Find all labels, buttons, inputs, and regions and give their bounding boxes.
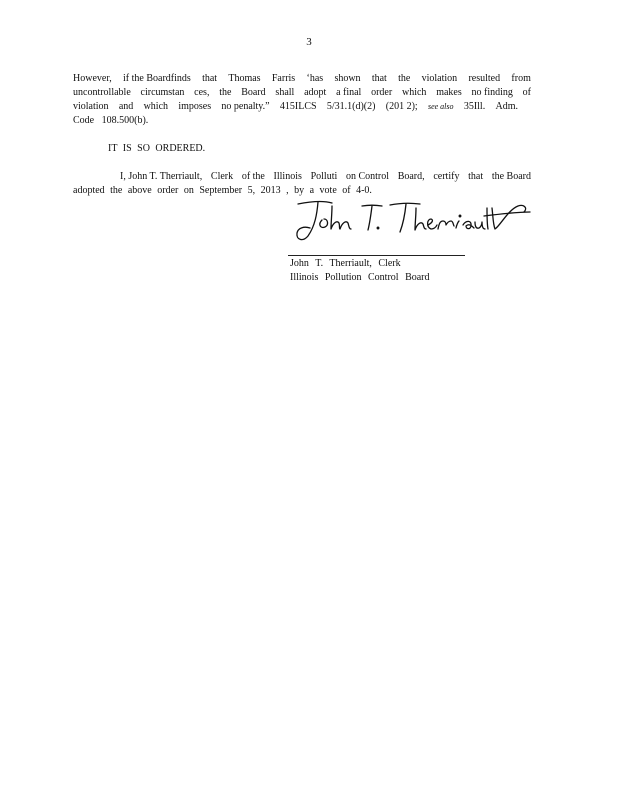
word: which [143, 101, 169, 112]
word: circumstan [140, 87, 185, 98]
word: Board, [397, 171, 425, 182]
ordered-statement: IT IS SO ORDERED. [108, 143, 206, 154]
word: Clerk [210, 171, 234, 182]
word: of the [241, 171, 265, 182]
word: Farris [271, 73, 296, 84]
word: and [118, 101, 134, 112]
word: that [202, 73, 218, 84]
word: makes [436, 87, 462, 98]
word: violation [421, 73, 458, 84]
word: that [371, 73, 387, 84]
word: 415ILCS [279, 101, 317, 112]
certification-line-2: adopted the above order on September 5, 2013 , by a vote of 4-0. [73, 185, 372, 196]
word: violation [73, 101, 109, 112]
paragraph-1-line-2 [73, 87, 531, 99]
word: imposes [178, 101, 212, 112]
word: 35Ill. [463, 101, 486, 112]
word: which [401, 87, 427, 98]
page-number: 3 [306, 36, 312, 48]
paragraph-1-line-3 [73, 101, 518, 113]
word: no finding [471, 87, 513, 98]
word: shall [275, 87, 295, 98]
word: I, John T. Therriault, [120, 171, 203, 182]
word: the Board [491, 171, 531, 182]
signatory-organization: Illinois Pollution Control Board [290, 272, 430, 283]
word: Polluti [310, 171, 338, 182]
signature-line [288, 255, 465, 256]
word: that [468, 171, 484, 182]
word: ces, [194, 87, 210, 98]
word: uncontrollable [73, 87, 131, 98]
word: shown [334, 73, 361, 84]
word: adopt [304, 87, 327, 98]
paragraph-1-line-4: Code 108.500(b). [73, 115, 149, 126]
word: on Control [345, 171, 390, 182]
word-citation-italic: see also [427, 102, 454, 111]
paragraph-1-line-1 [73, 73, 531, 85]
word: resulted [468, 73, 501, 84]
word: order [371, 87, 393, 98]
word: no penalty.” [221, 101, 270, 112]
word: Thomas [228, 73, 261, 84]
word: if the Boardfinds [123, 73, 191, 84]
word: ‘has [306, 73, 324, 84]
word: of [522, 87, 531, 98]
word: a final [336, 87, 362, 98]
word: Board [241, 87, 266, 98]
word: the [219, 87, 232, 98]
handwritten-signature [288, 196, 533, 246]
word: (201 2); [385, 101, 418, 112]
signatory-name: John T. Therriault, Clerk [290, 258, 401, 269]
certification-line-1 [120, 171, 531, 183]
word: the [398, 73, 411, 84]
word: certify [433, 171, 460, 182]
word: from [511, 73, 531, 84]
word: Adm. [495, 101, 518, 112]
word: 5/31.1(d)(2) [326, 101, 376, 112]
word: Illinois [273, 171, 302, 182]
word: However, [73, 73, 112, 84]
